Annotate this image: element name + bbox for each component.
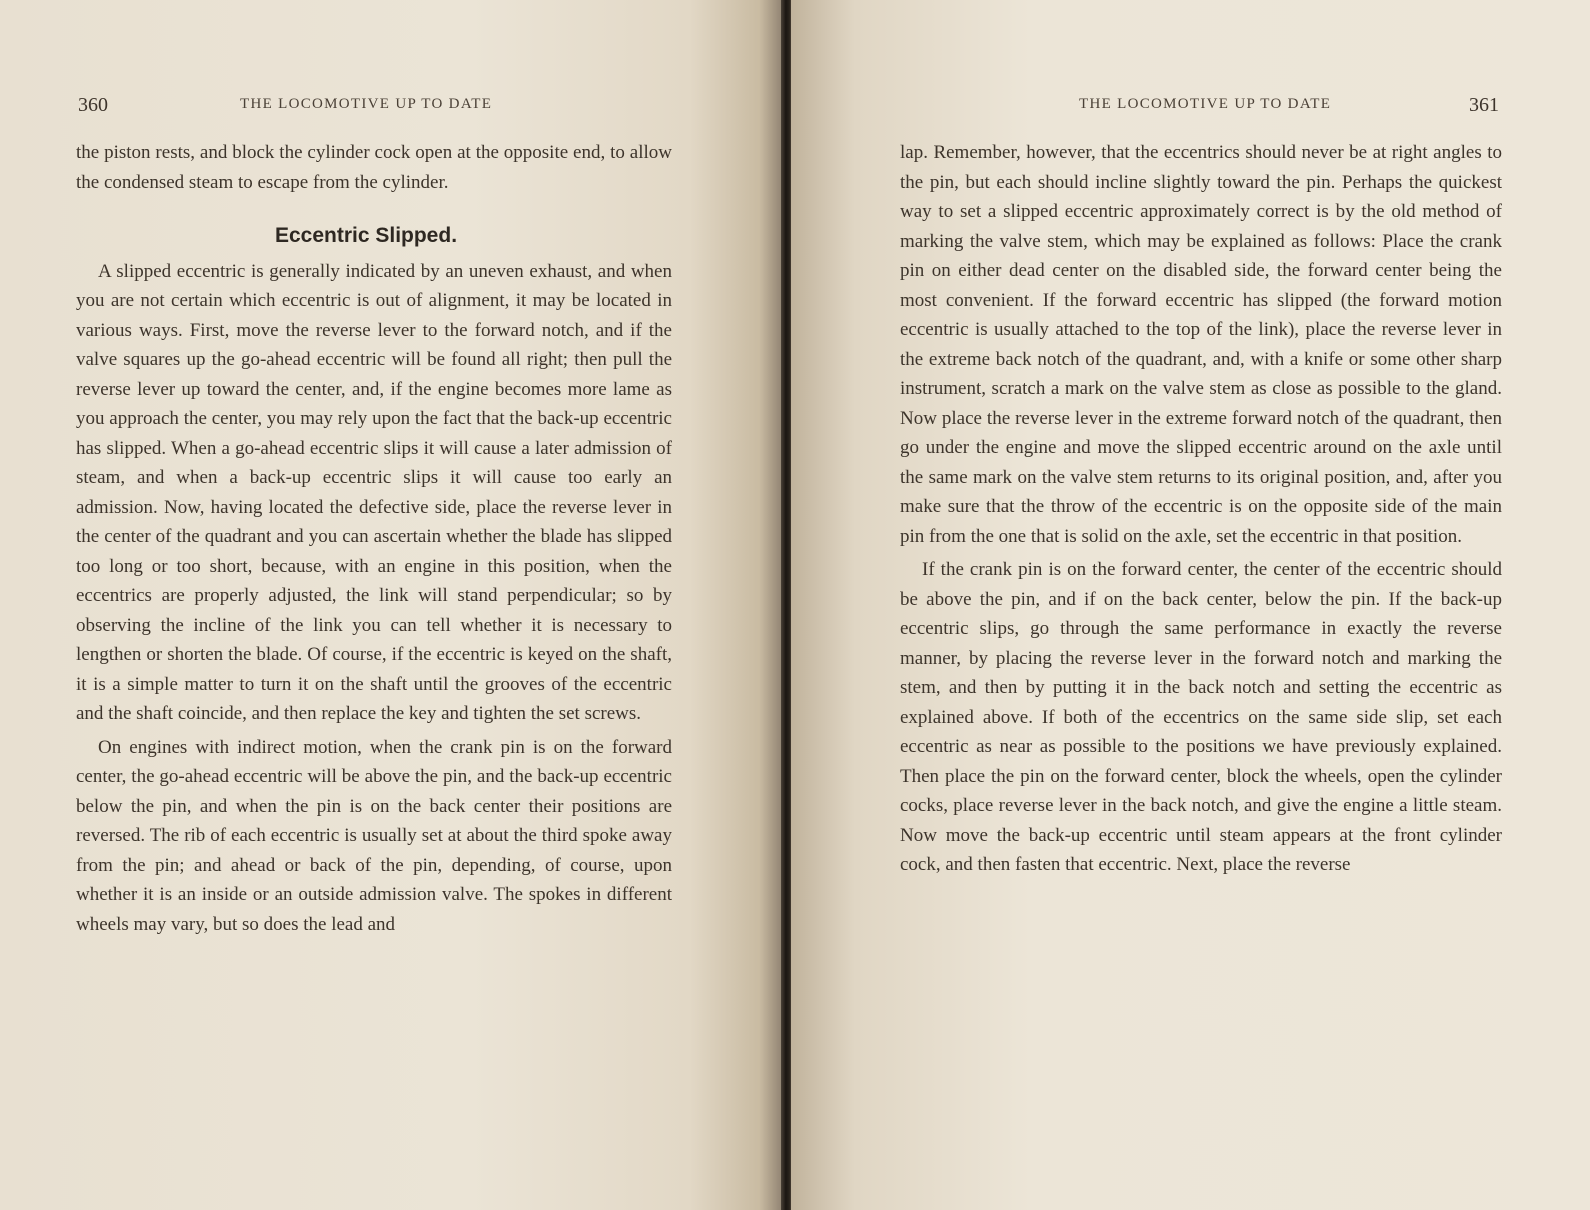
left-page [0,0,783,1210]
paragraph: On engines with indirect motion, when the crank pin is on the forward center, the go-ahead eccentric will be above the pin, and the back-up eccentric below the pin, and when the pin is on the back center their positions are reversed. The rib of each eccentric is usually set at about the third spoke away from the pin; and ahead or back of the pin, depending, of course, upon whether it is an inside or an outside admission valve. The spokes in different wheels may vary, but so does the lead and [76,736,672,935]
page-number-right: 361 [1469,94,1499,116]
page-number-left: 360 [78,94,108,116]
section-heading: Eccentric Slipped. [274,224,458,247]
paragraph: If the crank pin is on the forward center, the center of the eccentric should be above the pin, and if on the back center, below the pin. If the back-up eccentric slips, go through the same performance in exactly the reverse manner, by placing the reverse lever in the forward notch and marking the stem, and then by putting it in the back notch and setting the eccentric as explained above. If both of the eccentrics on the same side slip, set each eccentric as near as possible to the positions we have previously explained. Then place the pin on the forward center, block the wheels, open the cylinder cocks, place reverse lever in the back notch, and give the engine a little steam. Now move the back-up eccentric until steam appears at the front cylinder cock, and then fasten that eccentric. Next, place the reverse [900,559,1502,875]
paragraph: lap. Remember, however, that the eccentrics should never be at right angles to the pin, but each should incline slightly toward the pin. Perhaps the quickest way to set a slipped eccentric approximately correct is by the old method of marking the valve stem, which may be explained as follows: Place the crank pin on either dead center on the disabled side, the forward center being the most convenient. If the forward eccentric has slipped (the forward motion eccentric is usually attached to the top of the link), place the reverse lever in the extreme back notch of the quadrant, and, with a knife or some other sharp instrument, scratch a mark on the valve stem as close as possible to the gland. Now place the reverse lever in the extreme forward notch of the quadrant, then go under the engine and move the slipped eccentric around on the axle until the same mark on the valve stem returns to its original position, and, after you make sure that the throw of the eccentric is on the opposite side of the main pin from the one that is solid on the axle, set the eccentric in that position. [900,142,1502,547]
paragraph: the piston rests, and block the cylinder cock open at the opposite end, to allow the condensed steam to escape from the cylinder. [76,142,672,193]
left-page-body [76,138,672,939]
running-head-right: THE LOCOMOTIVE UP TO DATE [1079,96,1332,112]
running-head-left: THE LOCOMOTIVE UP TO DATE [240,96,493,112]
right-page-body [900,138,1502,880]
paragraph: A slipped eccentric is generally indicated by an uneven exhaust, and when you are not certain which eccentric is out of alignment, it may be located in various ways. First, move the reverse lever to the forward notch, and if the valve squares up the go-ahead eccentric will be found all right; then pull the reverse lever up toward the center, and, if the engine becomes more lame as you approach the center, you may rely upon the fact that the back-up eccentric has slipped. When a go-ahead eccentric slips it will cause a later admission of steam, and when a back-up eccentric slips it will cause too early an admission. Now, having located the defective side, place the reverse lever in the center of the quadrant and you can ascertain whether the blade has slipped too long or too short, because, with an engine in this position, when the eccentrics are properly adjusted, the link will stand perpendicular; so by observing the incline of the link you can tell whether it is necessary to lengthen or shorten the blade. Of course, if the eccentric is keyed on the shaft, it is a simple matter to turn it on the shaft until the grooves of the eccentric and the shaft coincide, and then replace the key and tighten the set screws. [76,260,672,724]
